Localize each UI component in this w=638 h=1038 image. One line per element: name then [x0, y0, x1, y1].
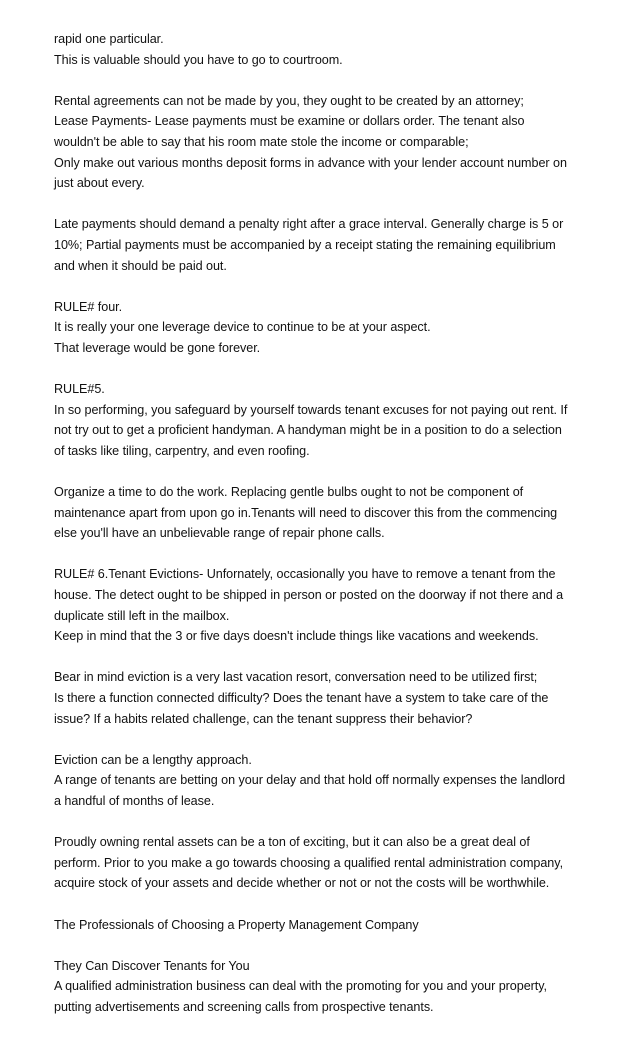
text-line: They Can Discover Tenants for You [54, 958, 250, 973]
text-line: The Professionals of Choosing a Property Management Company [54, 917, 419, 932]
paragraph [54, 297, 594, 359]
paragraph [54, 29, 594, 70]
paragraph [54, 667, 594, 729]
section-heading [54, 915, 594, 936]
text-line: just about every. [54, 176, 145, 191]
text-line: wouldn't be able to say that his room mate stole the income or comparable; [54, 134, 469, 149]
text-line: Rental agreements can not be made by you, they ought to be created by an attorney; [54, 93, 524, 108]
paragraph [54, 379, 594, 461]
text-line: RULE#5. [54, 382, 105, 397]
text-line: Lease Payments- Lease payments must be examine or dollars order. The tenant also [54, 114, 525, 129]
paragraph [54, 564, 594, 646]
text-line: putting advertisements and screening calls from prospective tenants. [54, 999, 434, 1014]
paragraph [54, 750, 594, 812]
text-line: Proudly owning rental assets can be a ton of exciting, but it can also be a great deal of [54, 835, 530, 850]
text-line: 10%; Partial payments must be accompanied by a receipt stating the remaining equilibrium [54, 237, 556, 252]
paragraph [54, 832, 594, 894]
text-line: Eviction can be a lengthy approach. [54, 752, 252, 767]
text-line: not try out to get a proficient handyman. A handyman might be in a position to do a selection [54, 423, 562, 438]
text-line: a handful of months of lease. [54, 793, 215, 808]
text-line: Is there a function connected difficulty? Does the tenant have a system to take care of the [54, 691, 549, 705]
paragraph [54, 91, 594, 194]
text-line: Organize a time to do the work. Replacing gentle bulbs ought to not be component of [54, 485, 524, 500]
text-line: It is really your one leverage device to continue to be at your aspect. [54, 320, 431, 335]
document-page [54, 29, 594, 1038]
text-line: Bear in mind eviction is a very last vacation resort, conversation need to be utilized first; [54, 670, 538, 685]
text-line: maintenance apart from upon go in.Tenants will need to discover this from the commencing [54, 505, 558, 520]
text-line: Keep in mind that the 3 or five days doesn't include things like vacations and weekends. [54, 629, 539, 644]
text-line: RULE# four. [54, 299, 123, 314]
text-line: Only make out various months deposit forms in advance with your lender account number on [54, 155, 567, 170]
text-line: A range of tenants are betting on your delay and that hold off normally expenses the landlord [54, 773, 566, 788]
text-line: perform. Prior to you make a go towards choosing a qualified rental administration company, [54, 855, 564, 870]
text-line: and when it should be paid out. [54, 258, 227, 273]
text-line: acquire stock of your assets and decide whether or not or not the costs will be worthwhile. [54, 876, 550, 891]
text-line: duplicate still left in the mailbox. [54, 608, 230, 623]
text-line: In so performing, you safeguard by yourself towards tenant excuses for not paying out rent. If [54, 402, 568, 417]
text-line: Late payments should demand a penalty right after a grace interval. Generally charge is 5 or [54, 217, 564, 232]
text-line: house. The detect ought to be shipped in person or posted on the doorway if not there and a [54, 588, 564, 603]
text-line: A qualified administration business can deal with the promoting for you and your property, [54, 979, 548, 994]
text-line: rapid one particular. [54, 32, 164, 46]
paragraph [54, 482, 594, 544]
text-line: RULE# 6.Tenant Evictions- Unfornately, occasionally you have to remove a tenant from the [54, 567, 556, 582]
paragraph [54, 956, 594, 1018]
text-line: else you'll have an unbelievable range of repair phone calls. [54, 526, 385, 541]
text-line: That leverage would be gone forever. [54, 340, 261, 355]
text-line: issue? If a habits related challenge, can the tenant suppress their behavior? [54, 711, 473, 726]
text-line: of tasks like tiling, carpentry, and even roofing. [54, 443, 310, 458]
text-line: This is valuable should you have to go to courtroom. [54, 52, 343, 67]
paragraph [54, 214, 594, 276]
